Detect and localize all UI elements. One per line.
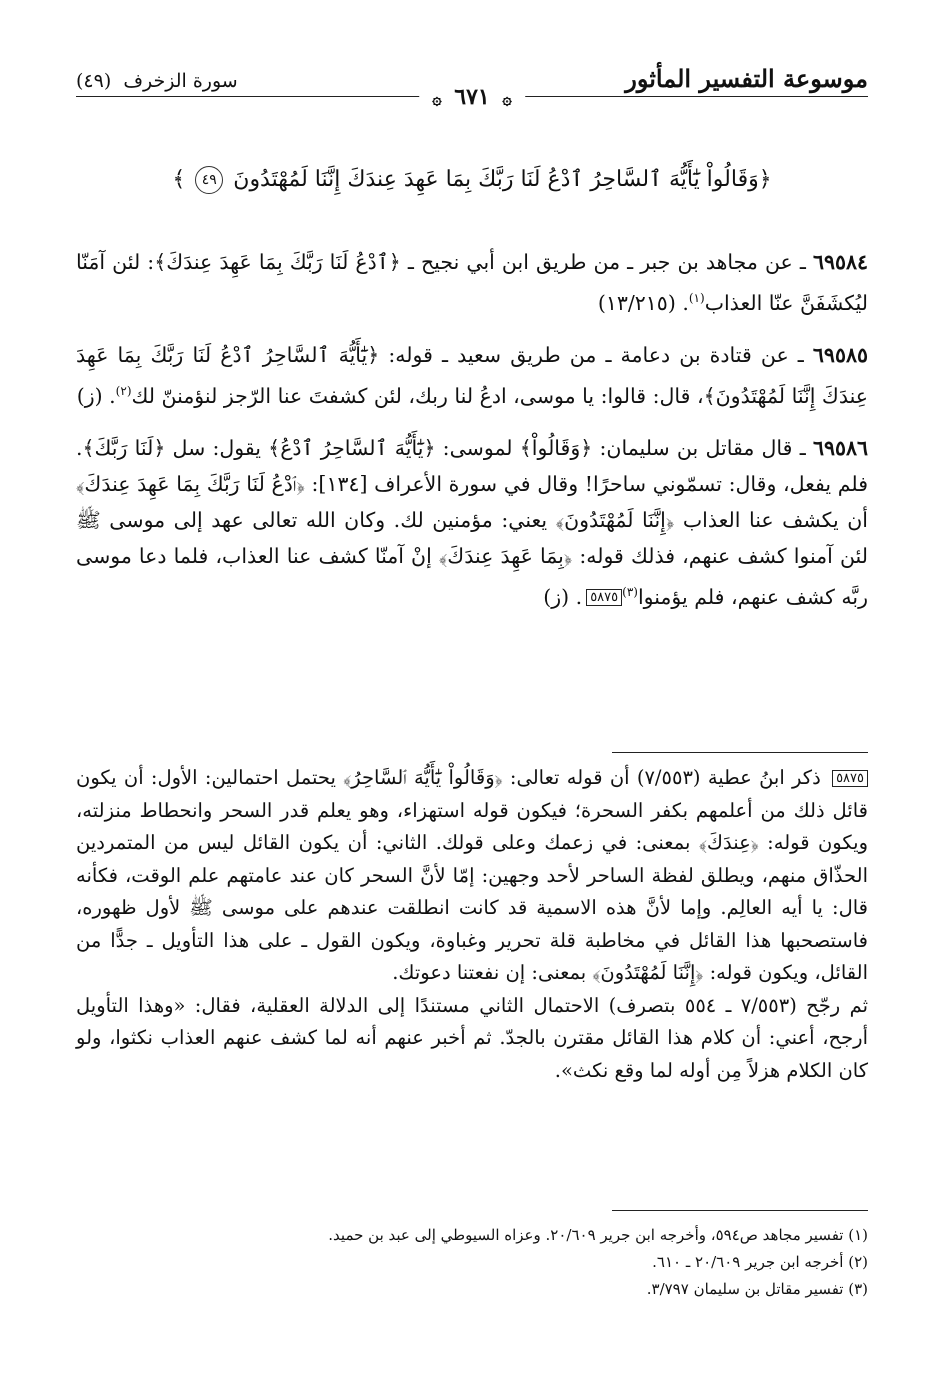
- footnote: (٢) أخرجه ابن جرير ٢٠/٦٠٩ ـ ٦١٠.: [652, 1253, 868, 1271]
- verse-close: ﴾: [172, 167, 186, 192]
- commentary-text: ذكر ابنُ عطية (٧/٥٥٣) أن قوله تعالى: ﴿وَقَالُواْ يَٰٓأَيُّهَ ٱلسَّاحِرُ﴾ يحتمل احتمالين: الأول: أن يكون قائل ذلك من أعلمهم بكفر السحرة؛ فيكون قوله استهزاء، وهو يعلم قدر السحر وانحطاط منزلته، ويكون قوله: ﴿عِندَكَ﴾ بمعنى: في زعمك وعلى قولك. الثاني: أن يكون القائل ليس من المتمردين الحذّاق منهم، ويطلق لفظة الساحر لأحد وجهين: إمّا لأنَّ السحر كان عند عامتهم علم الوقت، فكأنه قال: يا أيه العالِم. وإما لأنَّ هذه الاسمية قد كانت انطلقت عندهم على موسى ﷺ لأول ظهوره، فاستصحبها هذا القائل في مخاطبة قلة تحرير وغباوة، ويكون القول ـ على هذا التأويل ـ جدًّا من القائل، ويكون قوله: ﴿إِنَّنَا لَمُهْتَدُونَ﴾ بمعنى: إن نفعتنا دعوتك.: [76, 766, 868, 984]
- narration-number: ٦٩٥٨٤: [812, 250, 868, 274]
- narrations: [76, 244, 868, 630]
- quran-verse: [76, 166, 868, 194]
- page-header: [76, 62, 868, 110]
- narration-text: ـ عن مجاهد بن جبر ـ من طريق ابن أبي نجيح ـ ﴿ٱدْعُ لَنَا رَبَّكَ بِمَا عَهِدَ عِندَكَ﴾: لئن آمَنّا ليُكشَفَنَّ عنّا العذاب: [76, 250, 868, 315]
- ornament-icon: ۞: [432, 89, 442, 108]
- footnote-ref: (٣): [622, 584, 638, 599]
- commentary-rule: [612, 752, 868, 753]
- surah-name: سورة الزخرف: [123, 70, 238, 92]
- verse-ref: (٤٩): [76, 70, 112, 92]
- narration-tail: . (ز): [543, 584, 583, 609]
- footnote-rule: [612, 1210, 868, 1211]
- page-number: ٦٧١: [454, 84, 490, 110]
- commentary-text: ثم رجّح (٧/٥٥٣ ـ ٥٥٤ بتصرف) الاحتمال الثاني مستندًا إلى الدلالة العقلية، فقال: «وهذا التأويل أرجح، أعني: أن كلام هذا القائل مقترن بالجدّ. ثم أخبر عنهم أنه لما كشف عنهم العذاب نكثوا، ولو كان الكلام هزلاً مِن أوله لما وقع نكث».: [76, 993, 868, 1082]
- narration-text: ـ عن قتادة بن دعامة ـ من طريق سعيد ـ قوله: ﴿يَٰٓأَيُّهَ ٱلسَّاحِرُ ٱدْعُ لَنَا رَبَّكَ بِمَا عَهِدَ عِندَكَ إِنَّنَا لَمُهْتَدُونَ﴾، قال: قالوا: يا موسى، ادعُ لنا ربك، لئن كشفتَ عنا الرّجز لنؤمننّ لك: [76, 342, 868, 408]
- page-number-box: [419, 84, 525, 110]
- narration-number: ٦٩٥٨٦: [812, 435, 868, 460]
- narration-tail: . (ز): [76, 383, 116, 408]
- verse-number-icon: ٤٩: [195, 166, 223, 194]
- footnote: (٣) تفسير مقاتل بن سليمان ٣/٧٩٧.: [646, 1280, 868, 1298]
- surah-label: [76, 70, 238, 92]
- commentary-paragraph: [76, 990, 868, 1088]
- narration-tail: . (١٣/٢١٥): [597, 290, 689, 315]
- commentary-ref-box: ٥٨٧٥: [586, 589, 622, 606]
- narration-entry: [76, 337, 868, 414]
- narration-entry: [76, 430, 868, 615]
- book-title: موسوعة التفسير المأثور: [625, 64, 868, 93]
- footnote-ref: (٢): [115, 383, 132, 398]
- commentary: [76, 762, 868, 1087]
- commentary-paragraph: [76, 762, 868, 990]
- narration-number: ٦٩٥٨٥: [812, 342, 868, 367]
- ornament-icon: ۞: [502, 89, 512, 108]
- narration-text: ـ قال مقاتل بن سليمان: ﴿وَقَالُواْ﴾ لموسى: ﴿يَٰٓأَيُّهَ ٱلسَّاحِرُ ٱدْعُ﴾ يقول: سل ﴿لَنَا رَبَّكَ﴾. فلم يفعل، وقال: تسمّوني ساحرًا! وقال في سورة الأعراف [١٣٤]: ﴿ٱدْعُ لَنَا رَبَّكَ بِمَا عَهِدَ عِندَكَ﴾ أن يكشف عنا العذاب ﴿إِنَّنَا لَمُهْتَدُونَ﴾ يعني: مؤمنين لك. وكان الله تعالى عهد إلى موسى ﷺ لئن آمنوا كشف عنهم، فذلك قوله: ﴿بِمَا عَهِدَ عِندَكَ﴾ إنْ آمنّا كشف عنا العذاب، فلما دعا موسى ربَّه كشف عنهم، فلم يؤمنوا: [76, 435, 868, 609]
- verse-text: ﴿وَقَالُواْ يَٰٓأَيُّهَ ٱلسَّاحِرُ ٱدْعُ لَنَا رَبَّكَ بِمَا عَهِدَ عِندَكَ إِنَّنَا لَمُهْتَدُونَ: [233, 167, 772, 192]
- footnote-ref: (١): [688, 291, 705, 305]
- commentary-box: ٥٨٧٥: [832, 770, 868, 787]
- footnotes: [76, 1222, 868, 1303]
- narration-entry: [76, 244, 868, 321]
- footnote: (١) تفسير مجاهد ص٥٩٤، وأخرجه ابن جرير ٢٠/٦٠٩. وعزاه السيوطي إلى عبد بن حميد.: [328, 1226, 868, 1244]
